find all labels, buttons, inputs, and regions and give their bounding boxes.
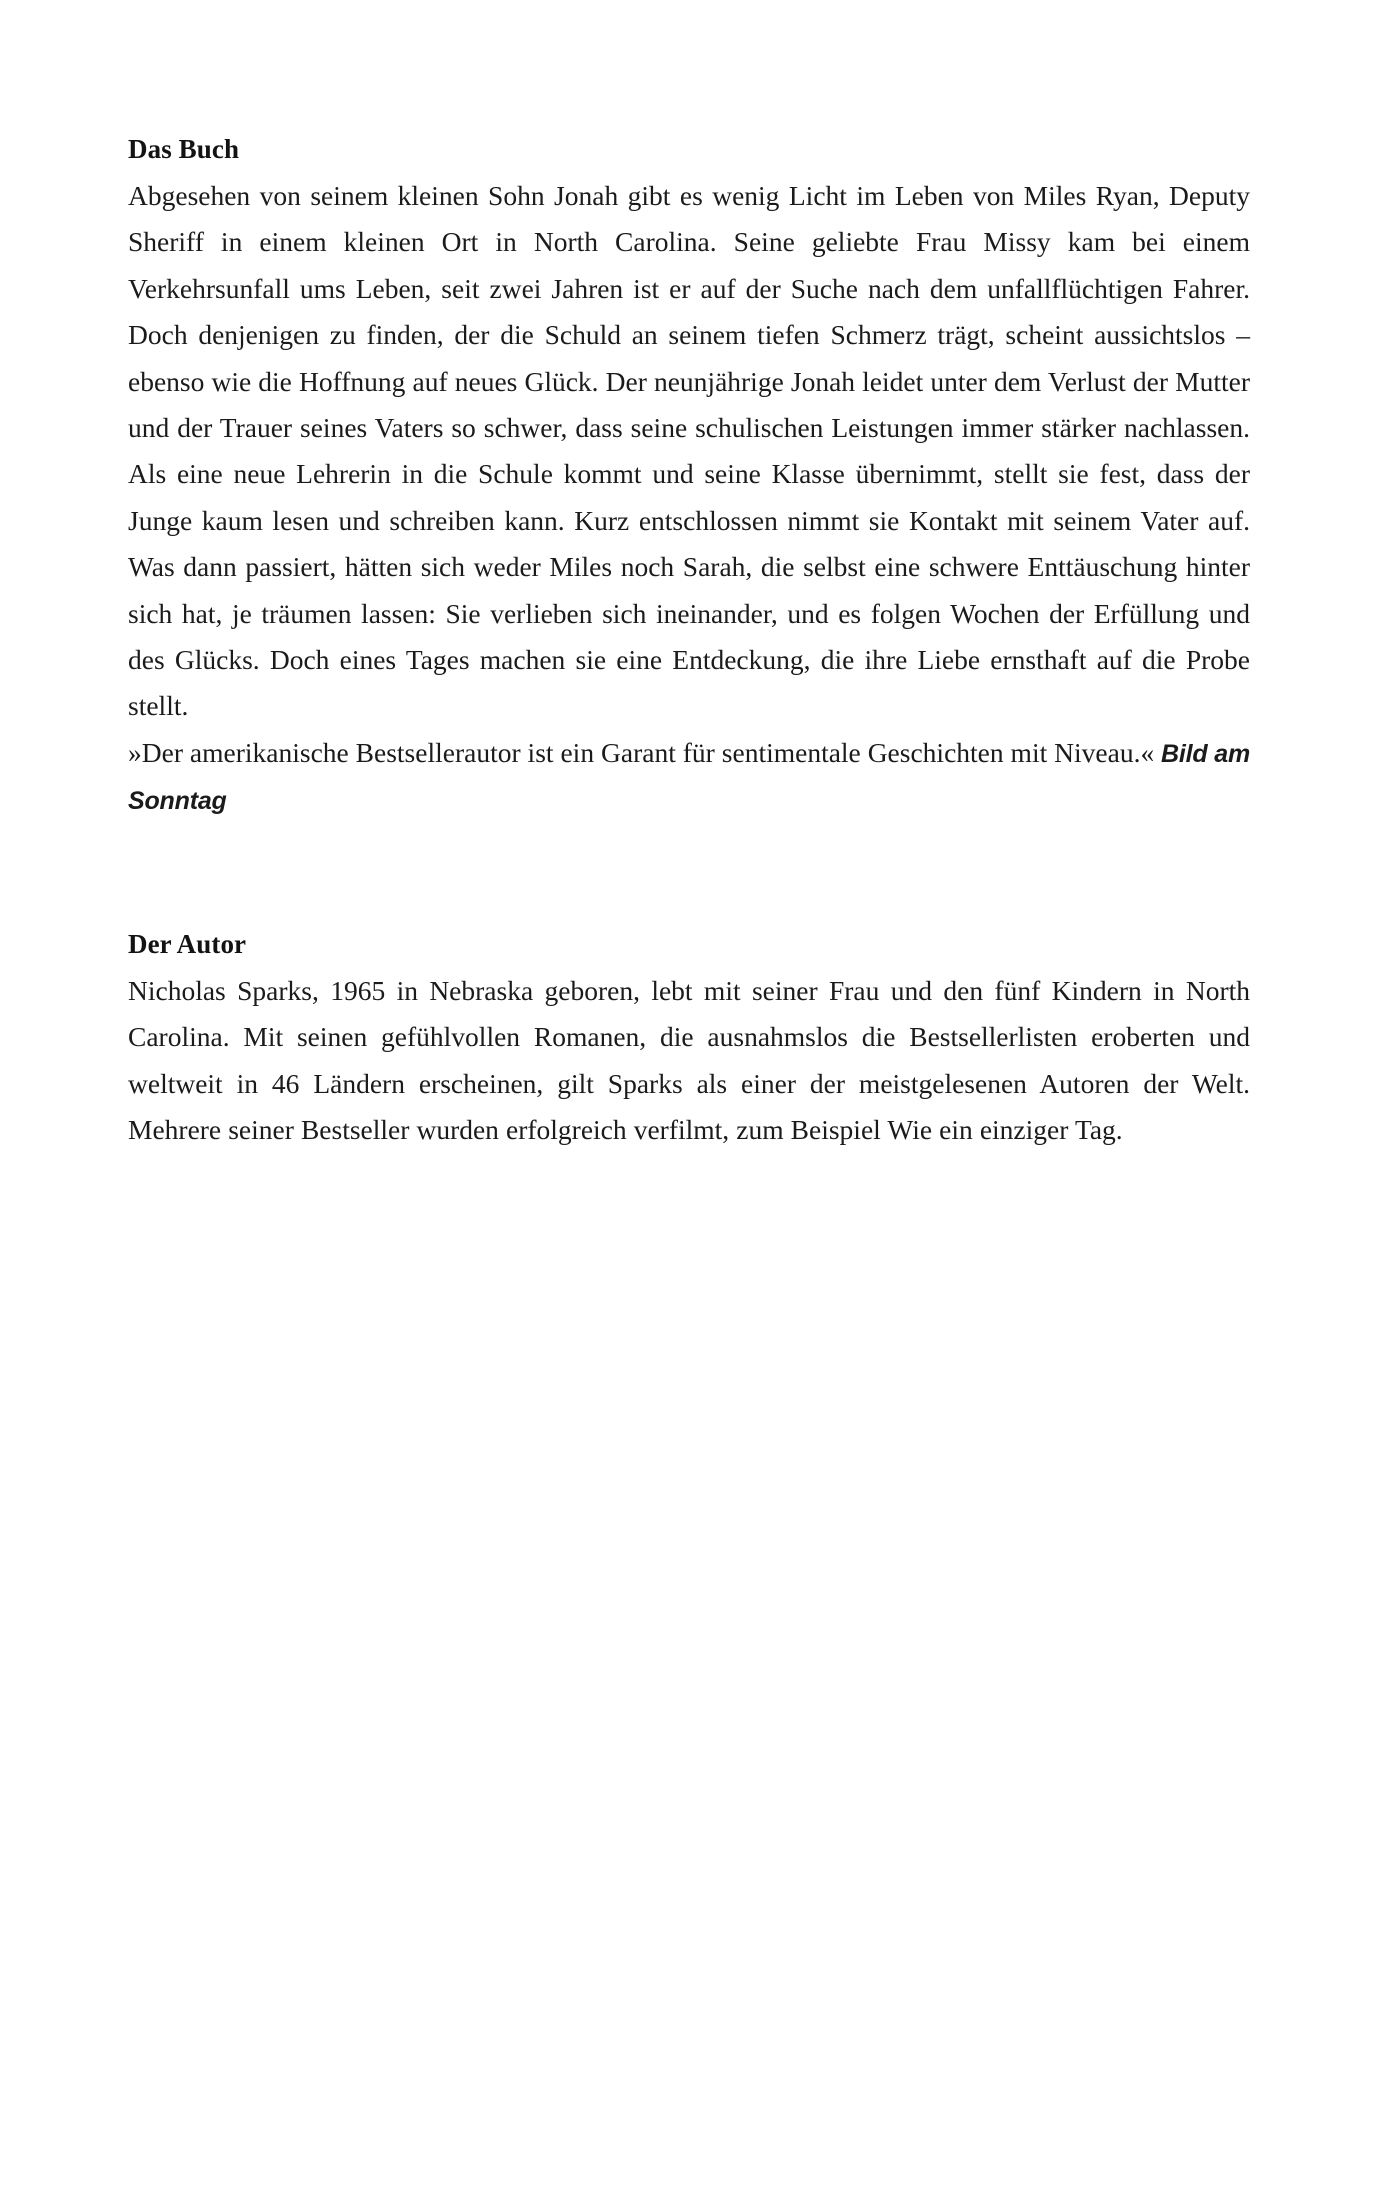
section-der-autor bbox=[128, 921, 1250, 1154]
section-das-buch bbox=[128, 126, 1250, 825]
press-quote bbox=[128, 730, 1250, 825]
press-quote-text: »Der amerikanische Bestsellerautor ist ein Garant für sentimentale Geschichten mit Niveau.« bbox=[128, 736, 1155, 768]
author-biography-paragraph: Nicholas Sparks, 1965 in Nebraska geboren, lebt mit seiner Frau und den fünf Kindern in North Carolina. Mit seinen gefühlvollen Romanen, die ausnahmslos die Bestsellerlisten eroberten und weltweit in 46 Ländern erscheinen, gilt Sparks als einer der meistgelesenen Autoren der Welt. Mehrere seiner Bestseller wurden erfolgreich verfilmt, zum Beispiel Wie ein einziger Tag. bbox=[128, 974, 1250, 1145]
text-column bbox=[128, 126, 1250, 1153]
press-quote-source: Bild am Sonntag bbox=[128, 739, 1250, 816]
section-heading-das-buch: Das Buch bbox=[128, 134, 240, 164]
book-summary-paragraph: Abgesehen von seinem kleinen Sohn Jonah gibt es wenig Licht im Leben von Miles Ryan, Deputy Sheriff in einem kleinen Ort in North Carolina. Seine geliebte Frau Missy kam bei einem Verkehrsunfall ums Leben, seit zwei Jahren ist er auf der Suche nach dem unfallflüchtigen Fahrer. Doch denjenigen zu finden, der die Schuld an seinem tiefen Schmerz trägt, scheint aussichtslos – ebenso wie die Hoffnung auf neues Glück. Der neunjährige Jonah leidet unter dem Verlust der Mutter und der Trauer seines Vaters so schwer, dass seine schulischen Leistungen immer stärker nachlassen. Als eine neue Lehrerin in die Schule kommt und seine Klasse übernimmt, stellt sie fest, dass der Junge kaum lesen und schreiben kann. Kurz entschlossen nimmt sie Kontakt mit seinem Vater auf. Was dann passiert, hätten sich weder Miles noch Sarah, die selbst eine schwere Enttäuschung hinter sich hat, je träumen lassen: Sie verlieben sich ineinander, und es folgen Wochen der Erfüllung und des Glücks. Doch eines Tages machen sie eine Entdeckung, die ihre Liebe ernsthaft auf die Probe stellt. bbox=[128, 180, 1250, 722]
section-heading-der-autor: Der Autor bbox=[128, 928, 247, 959]
